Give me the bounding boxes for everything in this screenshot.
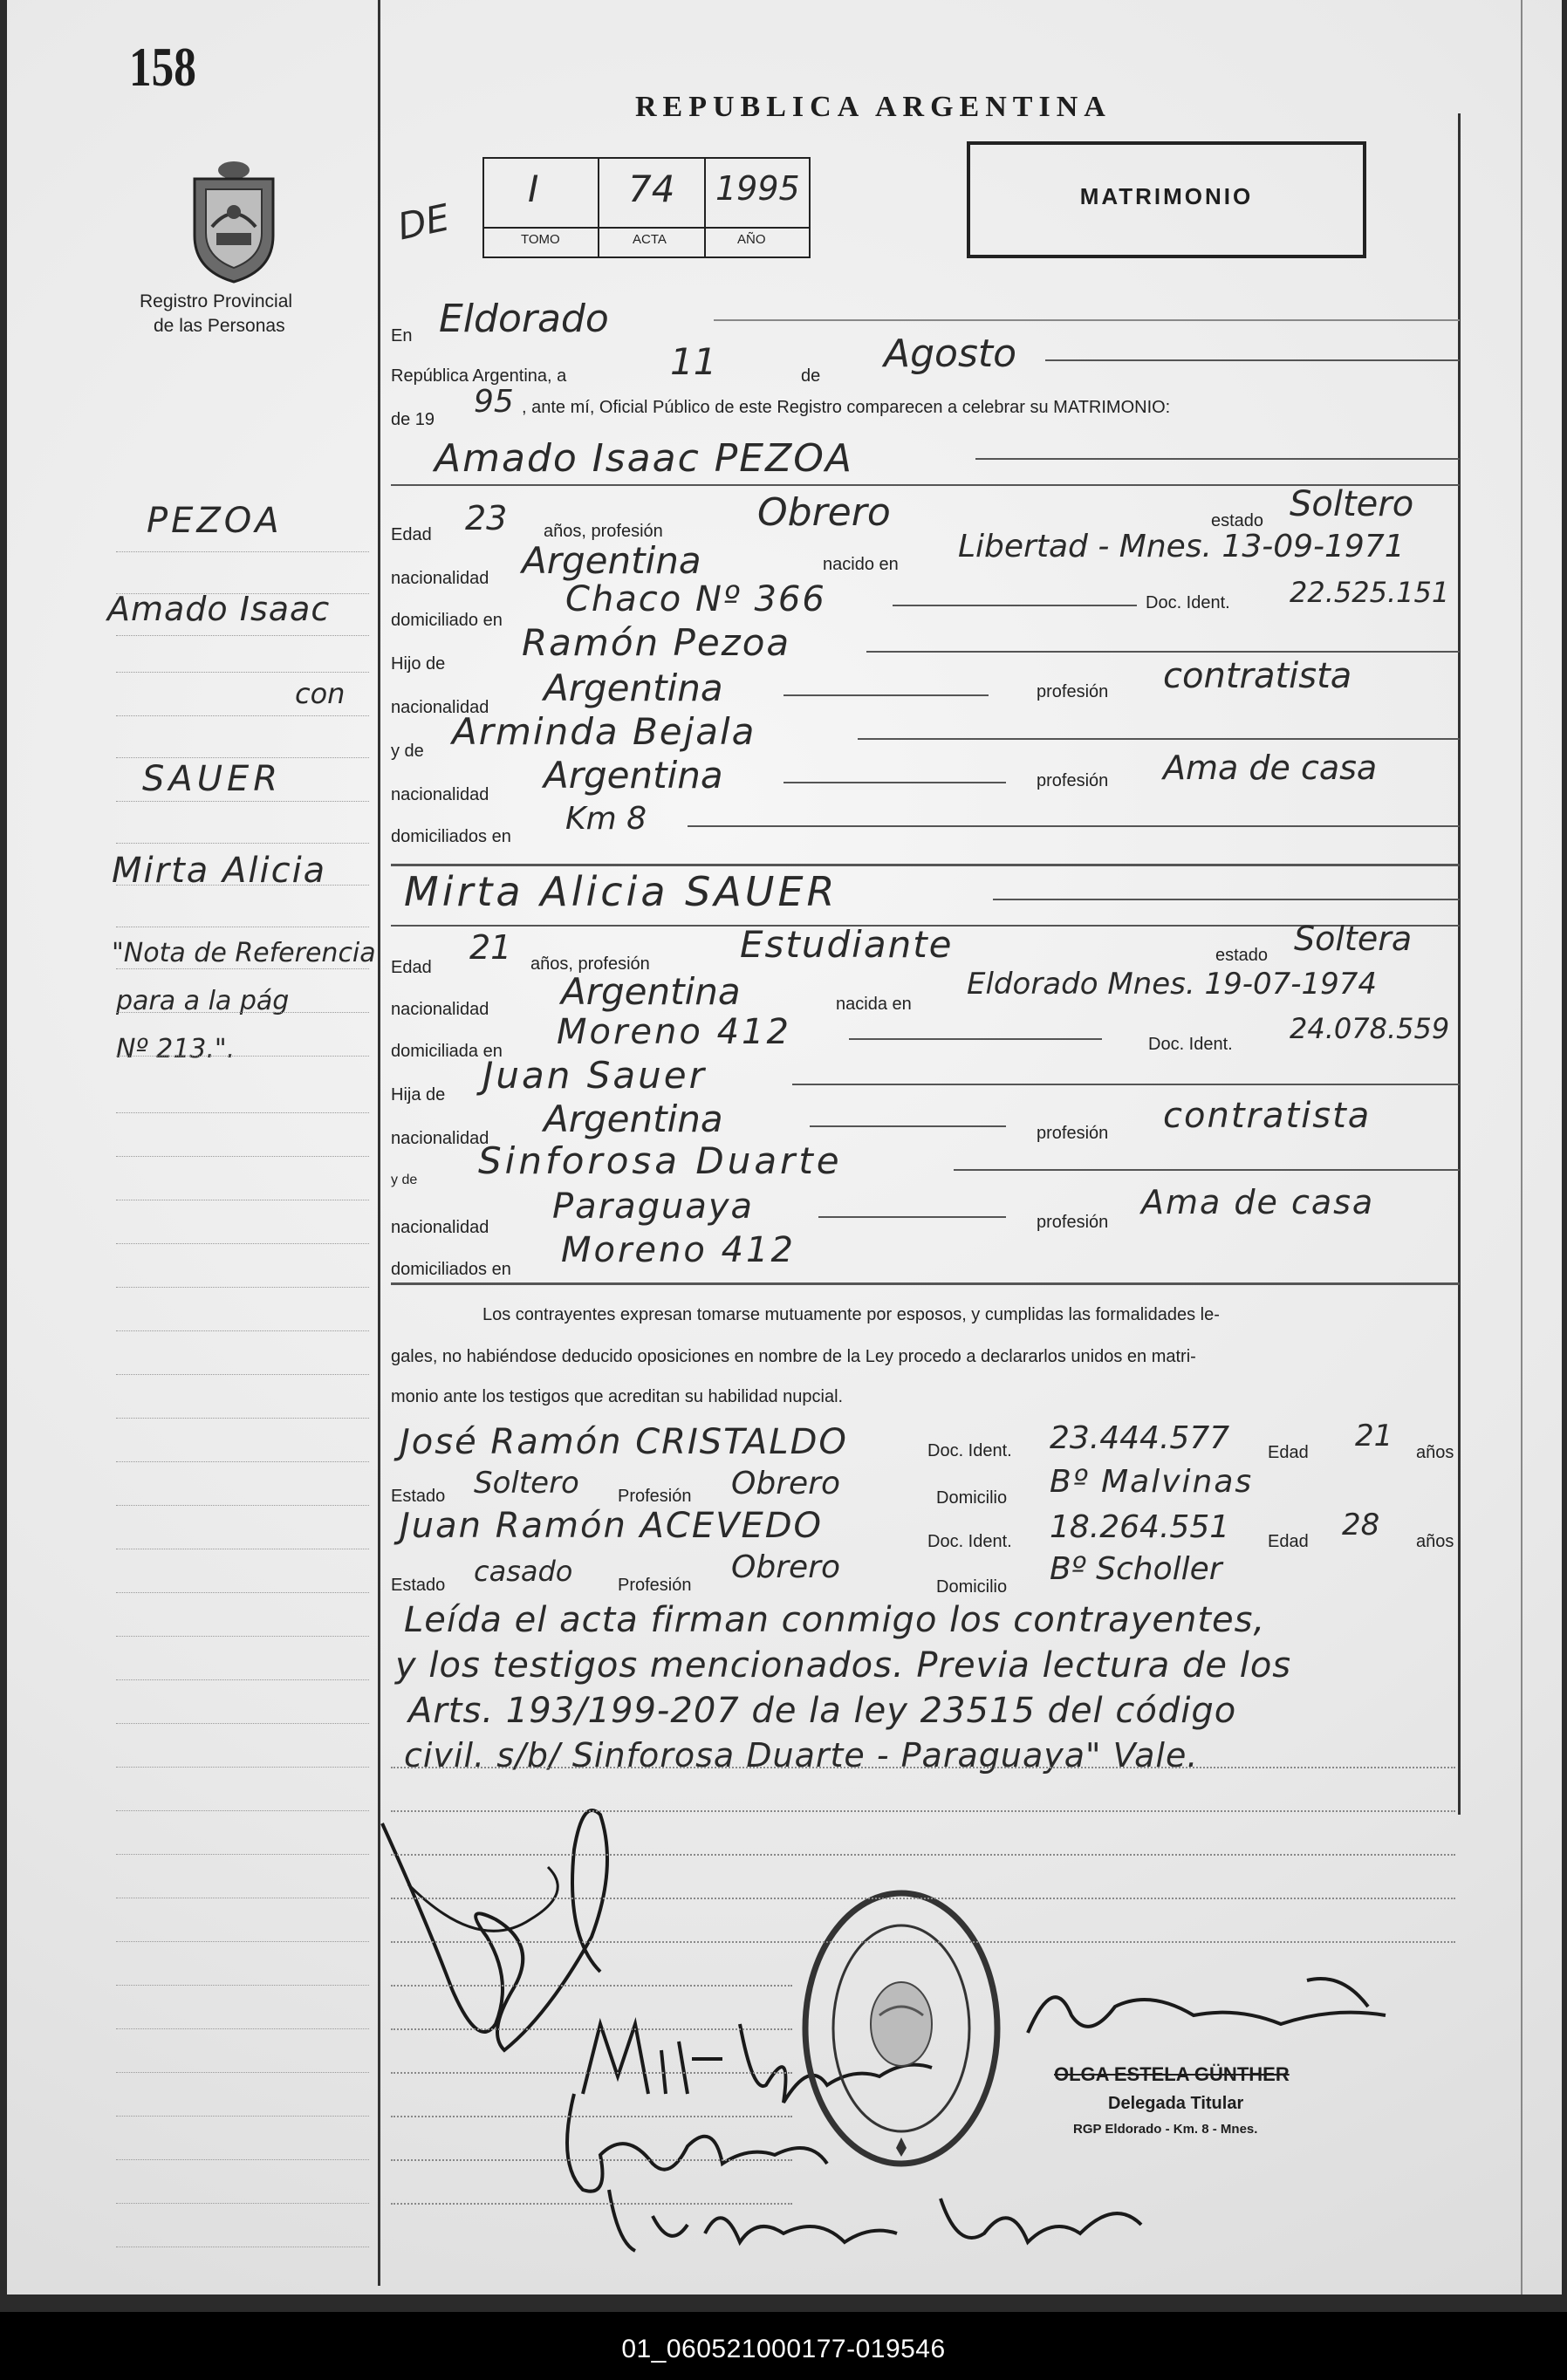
country-title: REPUBLICA ARGENTINA (635, 91, 1112, 123)
closing-line3: Arts. 193/199-207 de la ley 23515 del código (408, 1691, 1237, 1731)
witness1-domicilio-label: Domicilio (936, 1488, 1008, 1508)
groom-mother-nat: Argentina (544, 754, 723, 797)
groom-estado-label: estado (1211, 511, 1264, 530)
matrimonio-box (967, 141, 1366, 258)
margin-note-line2: para a la pág (116, 986, 290, 1016)
groom-estado: Soltero (1290, 484, 1414, 524)
bride-estado: Soltera (1294, 920, 1413, 958)
margin-surname2: SAUER (142, 759, 283, 799)
groom-nacido-label: nacido en (823, 555, 899, 574)
acta-label: ACTA (633, 232, 667, 247)
margin-name2: Mirta Alicia (112, 851, 327, 891)
margin-name1: Amado Isaac (107, 590, 331, 628)
bride-edad-label: Edad (391, 958, 432, 977)
witness1-anos: años (1416, 1443, 1454, 1462)
tomo-value: I (528, 168, 539, 210)
register-page (7, 0, 1562, 2295)
groom-address: Chaco Nº 366 (565, 579, 826, 619)
witness1-estado-label: Estado (391, 1487, 446, 1506)
groom-mother-prof-label: profesión (1037, 771, 1109, 790)
official-seal (797, 1884, 1006, 2172)
place: Eldorado (439, 297, 609, 341)
bride-domiciliada-label: domiciliada en (391, 1042, 503, 1061)
groom-profession: Obrero (757, 490, 891, 535)
bride-parents-address: Moreno 412 (561, 1230, 796, 1270)
page-number: 158 (129, 36, 196, 98)
groom-parents-dom-label: domiciliados en (391, 827, 511, 846)
groom-mother-prof: Ama de casa (1163, 749, 1378, 787)
witness1-profession: Obrero (731, 1466, 840, 1501)
ano-label: AÑO (737, 232, 766, 247)
bride-father: Juan Sauer (482, 1054, 707, 1097)
bride-father-prof-label: profesión (1037, 1124, 1109, 1143)
act-type: MATRIMONIO (1079, 183, 1254, 209)
day: 11 (670, 340, 717, 383)
groom-yde-label: y de (391, 742, 424, 761)
bride-born: Eldorado Mnes. 19-07-1974 (967, 967, 1378, 1002)
bride-mother-prof: Ama de casa (1141, 1183, 1375, 1221)
witness1-age: 21 (1355, 1419, 1393, 1453)
groom-edad-label: Edad (391, 525, 432, 544)
witness1-estado: Soltero (474, 1466, 579, 1501)
bride-father-nat: Argentina (544, 1098, 723, 1140)
bride-age: 21 (469, 928, 512, 967)
groom-anos-profesion: años, profesión (544, 522, 663, 541)
groom-doc: 22.525.151 (1290, 576, 1450, 609)
groom-hijo-label: Hijo de (391, 654, 446, 674)
witness2-address: Bº Scholler (1050, 1551, 1222, 1587)
witness2-estado-label: Estado (391, 1576, 446, 1595)
groom-full-name: Amado Isaac PEZOA (435, 436, 853, 481)
margin-note-line3: Nº 213.". (116, 1034, 236, 1064)
bride-full-name: Mirta Alicia SAUER (404, 868, 838, 915)
witness2-anos: años (1416, 1532, 1454, 1551)
groom-father-nat-label: nacionalidad (391, 698, 489, 717)
en-label: En (391, 326, 413, 345)
witness2-doc: 18.264.551 (1050, 1509, 1230, 1545)
registry-name-line2: de las Personas (154, 316, 285, 336)
ano-value: 1995 (715, 169, 800, 208)
bride-hija-label: Hija de (391, 1085, 446, 1105)
witness2-estado: casado (474, 1555, 573, 1588)
witness1-edad-label: Edad (1268, 1443, 1309, 1462)
bride-yde-label: y de (391, 1173, 418, 1187)
declaration-line3: monio ante los testigos que acreditan su habilidad nupcial. (391, 1387, 844, 1406)
groom-father-prof: contratista (1163, 656, 1352, 696)
margin-note-line1: "Nota de Referencia (112, 938, 376, 968)
bride-mother-prof-label: profesión (1037, 1213, 1109, 1232)
year-prefix: de 19 (391, 410, 435, 429)
groom-mother-nat-label: nacionalidad (391, 785, 489, 804)
declaration-line1: Los contrayentes expresan tomarse mutuamente por esposos, y cumplidas las formalidades le- (482, 1305, 1220, 1324)
bride-mother-nat-label: nacionalidad (391, 1218, 489, 1237)
coat-of-arms-icon (181, 153, 286, 284)
groom-father-prof-label: profesión (1037, 682, 1109, 701)
month: Agosto (884, 332, 1017, 376)
opening-statement: , ante mí, Oficial Público de este Registro comparecen a celebrar su MATRIMONIO: (522, 398, 1171, 417)
year-suffix: 95 (474, 384, 514, 420)
groom-doc-label: Doc. Ident. (1146, 593, 1230, 612)
closing-line4: civil. s/b/ Sinforosa Duarte - Paraguaya" Vale. (404, 1736, 1199, 1775)
page-edge (1521, 0, 1523, 2295)
bride-father-nat-label: nacionalidad (391, 1129, 489, 1148)
closing-line2: y los testigos mencionados. Previa lectura de los (395, 1645, 1292, 1686)
margin-con: con (295, 677, 346, 710)
republica-label: República Argentina, a (391, 366, 567, 386)
margin-surname1: PEZOA (147, 501, 283, 541)
witness2-profesion-label: Profesión (618, 1576, 692, 1595)
bride-anos-profesion: años, profesión (530, 954, 650, 974)
witness2-domicilio-label: Domicilio (936, 1577, 1008, 1597)
groom-nacionalidad-label: nacionalidad (391, 569, 489, 588)
bride-nationality: Argentina (561, 970, 741, 1013)
bride-doc: 24.078.559 (1290, 1012, 1450, 1045)
witness1-doc-label: Doc. Ident. (927, 1441, 1012, 1460)
groom-mother: Arminda Bejala (452, 710, 756, 753)
right-border (1458, 113, 1461, 1815)
bride-estado-label: estado (1215, 946, 1269, 965)
witness2-age: 28 (1342, 1508, 1380, 1542)
acta-value: 74 (628, 168, 675, 210)
groom-father: Ramón Pezoa (522, 621, 791, 664)
closing-line1: Leída el acta firman conmigo los contrayentes, (404, 1600, 1266, 1640)
groom-nationality: Argentina (522, 539, 701, 582)
bride-mother: Sinforosa Duarte (478, 1139, 843, 1182)
bride-mother-nat: Paraguaya (552, 1187, 755, 1227)
bride-father-prof: contratista (1163, 1096, 1372, 1136)
witness1-doc: 23.444.577 (1050, 1420, 1230, 1456)
witness2-doc-label: Doc. Ident. (927, 1532, 1012, 1551)
officer-name: OLGA ESTELA GÜNTHER (1054, 2063, 1290, 2085)
groom-parents-address: Km 8 (565, 801, 647, 837)
groom-age: 23 (465, 499, 508, 537)
declaration-line2: gales, no habiéndose deducido oposiciones en nombre de la Ley procedo a declararlos unidos en matri- (391, 1347, 1196, 1366)
officer-signature (1019, 1954, 1403, 2050)
bride-doc-label: Doc. Ident. (1148, 1035, 1233, 1054)
registry-name-line1: Registro Provincial (140, 291, 293, 311)
bride-profession: Estudiante (740, 923, 954, 966)
officer-title: Delegada Titular (1108, 2094, 1244, 2113)
tomo-label: TOMO (521, 232, 560, 247)
groom-born: Libertad - Mnes. 13-09-1971 (958, 529, 1405, 564)
witness2-profession: Obrero (731, 1549, 840, 1585)
witness1-profesion-label: Profesión (618, 1487, 692, 1506)
bride-nacida-label: nacida en (836, 995, 912, 1014)
de-label: de (801, 366, 821, 386)
witness1-name: José Ramón CRISTALDO (400, 1422, 848, 1462)
bride-address: Moreno 412 (557, 1012, 791, 1052)
witness1-address: Bº Malvinas (1050, 1464, 1254, 1500)
witness2-name: Juan Ramón ACEVEDO (400, 1506, 824, 1546)
officer-office: RGP Eldorado - Km. 8 - Mnes. (1073, 2122, 1258, 2137)
annotation-de: DE (393, 195, 454, 249)
bride-nacionalidad-label: nacionalidad (391, 1000, 489, 1019)
bride-parents-dom-label: domiciliados en (391, 1260, 511, 1279)
witness2-edad-label: Edad (1268, 1532, 1309, 1551)
footer-id: 01_060521000177-019546 (621, 2335, 946, 2363)
groom-domiciliado-label: domiciliado en (391, 611, 503, 630)
tomo-acta-ano-box (482, 157, 811, 258)
witness1-signature-graphic (592, 2164, 1167, 2268)
groom-father-nat: Argentina (544, 667, 723, 709)
